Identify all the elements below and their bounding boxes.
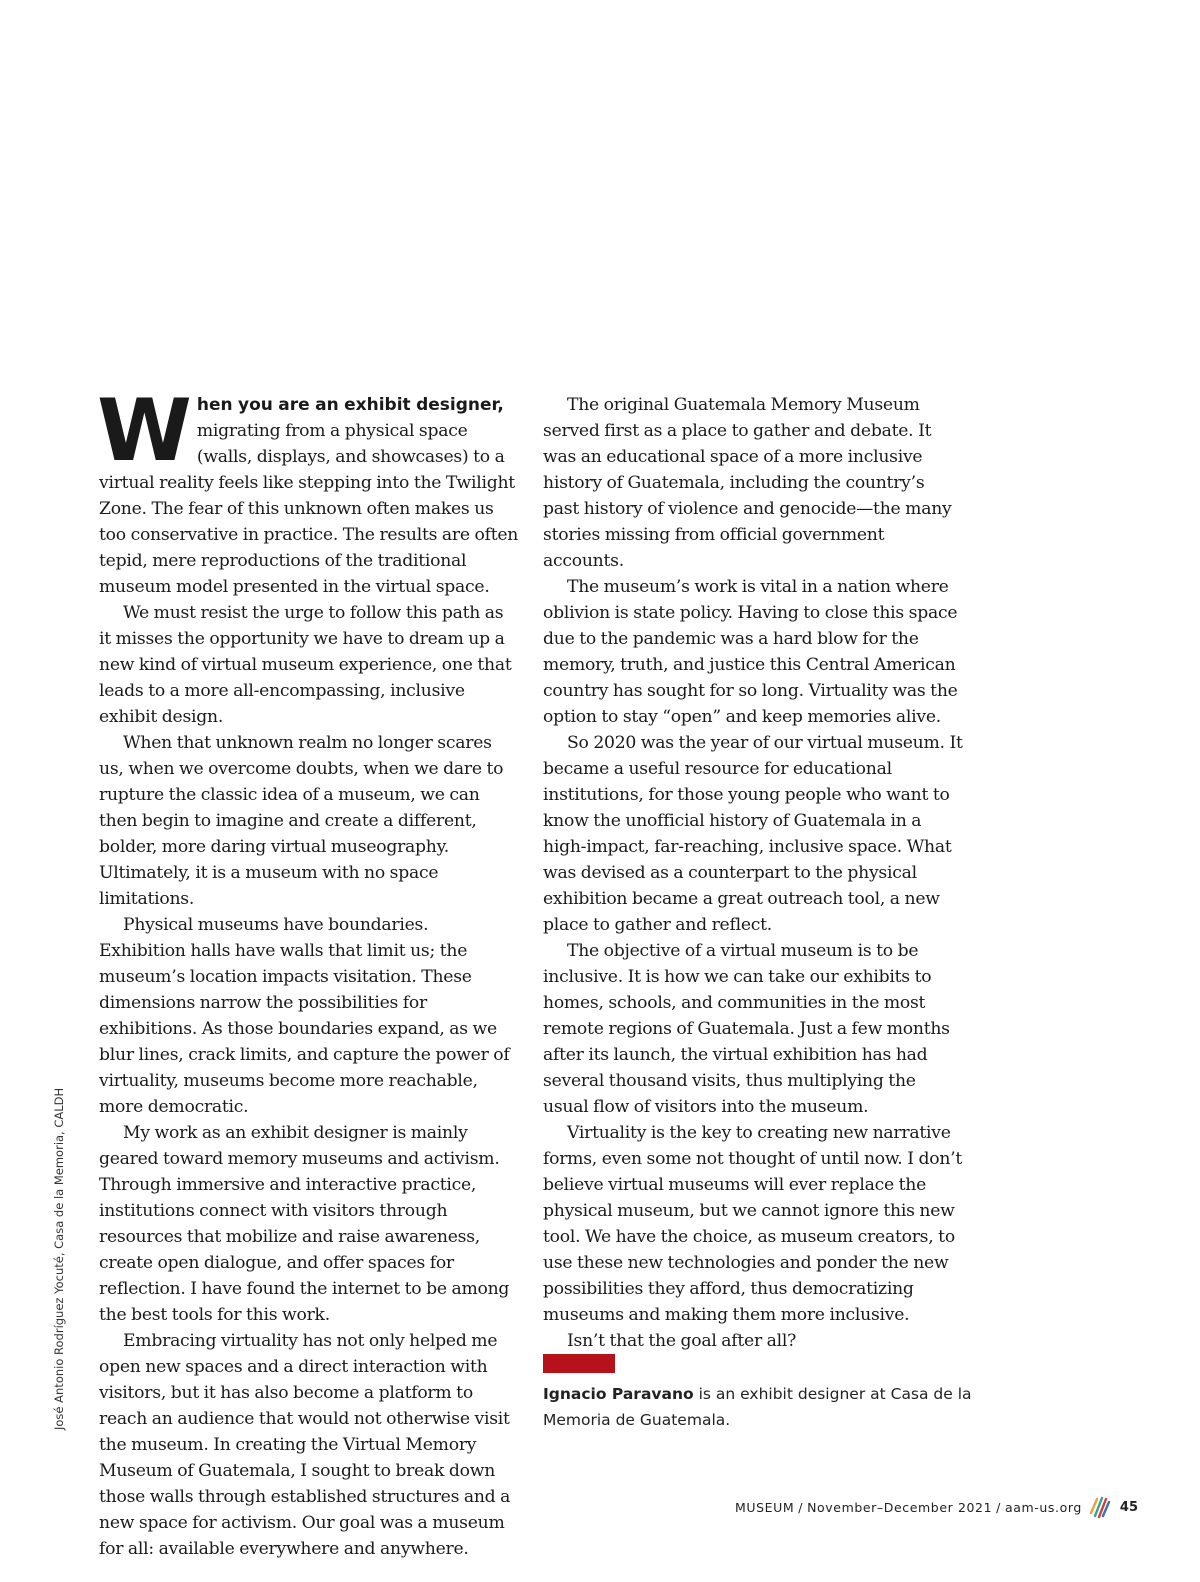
article-paragraph-10: The objective of a virtual museum is to be inclusive. It is how we can take our exhibits to homes, schools, and communities in the most remote regions of Guatemala. Just a few months after its launch, the virtual exhibition has had several thousand visits, thus multiplying the usual flow of visitors into the museum.: [543, 941, 950, 1117]
article-paragraph-12: Isn’t that the goal after all?: [567, 1331, 797, 1351]
article-right-column: [543, 392, 963, 1354]
page-number: 45: [1119, 1499, 1138, 1515]
article-paragraph-2: We must resist the urge to follow this path as it misses the opportunity we have to dream up a new kind of virtual museum experience, one that leads to a more all-encompassing, inclusive exhibit design.: [99, 603, 512, 727]
footer-separator: /: [798, 1499, 804, 1515]
drop-cap: W: [97, 381, 189, 481]
article-paragraph-8: The museum’s work is vital in a nation where oblivion is state policy. Having to close this space due to the pandemic was a hard blow for the memory, truth, and justice this Central American country has sought for so long. Virtuality was the option to stay “open” and keep memories alive.: [543, 577, 958, 727]
page-footer: [735, 1497, 1138, 1517]
author-description: is an exhibit designer at Casa de la Memoria de Guatemala.: [543, 1385, 972, 1429]
lead-in: hen you are an exhibit designer,: [196, 395, 504, 415]
author-bio: [543, 1381, 973, 1433]
article-paragraph-9: So 2020 was the year of our virtual museum. It became a useful resource for educational institutions, for those young people who want to know the unofficial history of Guatemala in a high-impact, far-reaching, inclusive space. What was devised as a counterpart to the physical exhibition became a great outreach tool, a new place to gather and reflect.: [543, 733, 963, 935]
issue-date: November–December 2021: [807, 1499, 993, 1515]
article-paragraph-3: When that unknown realm no longer scares us, when we overcome doubts, when we dare to rupture the classic idea of a museum, we can then begin to imagine and create a different, bolder, more daring virtual museography. Ultimately, it is a museum with no space limitations.: [99, 733, 504, 909]
article-paragraph-6: Embracing virtuality has not only helped me open new spaces and a direct interaction with visitors, but it has also become a platform to reach an audience that would not otherwise visit the museum. In creating the Virtual Memory Museum of Guatemala, I sought to break down those walls through established structures and a new space for activism. Our goal was a museum for all: available everywhere and anywhere.: [99, 1331, 511, 1559]
article-paragraph-11: Virtuality is the key to creating new narrative forms, even some not thought of until now. I don’t believe virtual museums will ever replace the physical museum, but we cannot ignore this new tool. We have the choice, as museum creators, to use these new technologies and ponder the new possibilities they afford, thus democratizing museums and making them more inclusive.: [543, 1123, 963, 1325]
article-paragraph-7: The original Guatemala Memory Museum served first as a place to gather and debate. It was an educational space of a more inclusive history of Guatemala, including the country’s past history of violence and genocide—the many stories missing from official government accounts.: [543, 395, 952, 571]
footer-separator: /: [996, 1499, 1001, 1515]
article-left-column: [97, 381, 519, 1562]
author-name: Ignacio Paravano: [543, 1385, 694, 1403]
article-paragraph-1: When you are an exhibit designer, migrating from a physical space (walls, displays, and showcases) to a virtual reality feels like stepping into the Twilight Zone. The fear of this unknown often makes us too conservative in practice. The results are often tepid, mere reproductions of the traditional museum model presented in the virtual space.: [97, 381, 519, 597]
photo-credit: José Antonio Rodríguez Yocuté, Casa de la Memoria, CALDH: [52, 1087, 66, 1430]
magazine-name: MUSEUM: [734, 1499, 795, 1515]
article-paragraph-5: My work as an exhibit designer is mainly geared toward memory museums and activism. Through immersive and interactive practice, institutions connect with visitors through resources that mobilize and raise awareness, create open dialogue, and offer spaces for reflection. I have found the internet to be among the best tools for this work.: [99, 1123, 510, 1325]
aam-logo-icon: [1088, 1493, 1112, 1522]
website-link[interactable]: aam-us.org: [1004, 1499, 1082, 1515]
article-paragraph-4: Physical museums have boundaries. Exhibition halls have walls that limit us; the museum’s location impacts visitation. These dimensions narrow the possibilities for exhibitions. As those boundaries expand, as we blur lines, crack limits, and capture the power of virtuality, museums become more reachable, more democratic.: [99, 915, 510, 1117]
bio-accent-bar: [543, 1354, 615, 1373]
